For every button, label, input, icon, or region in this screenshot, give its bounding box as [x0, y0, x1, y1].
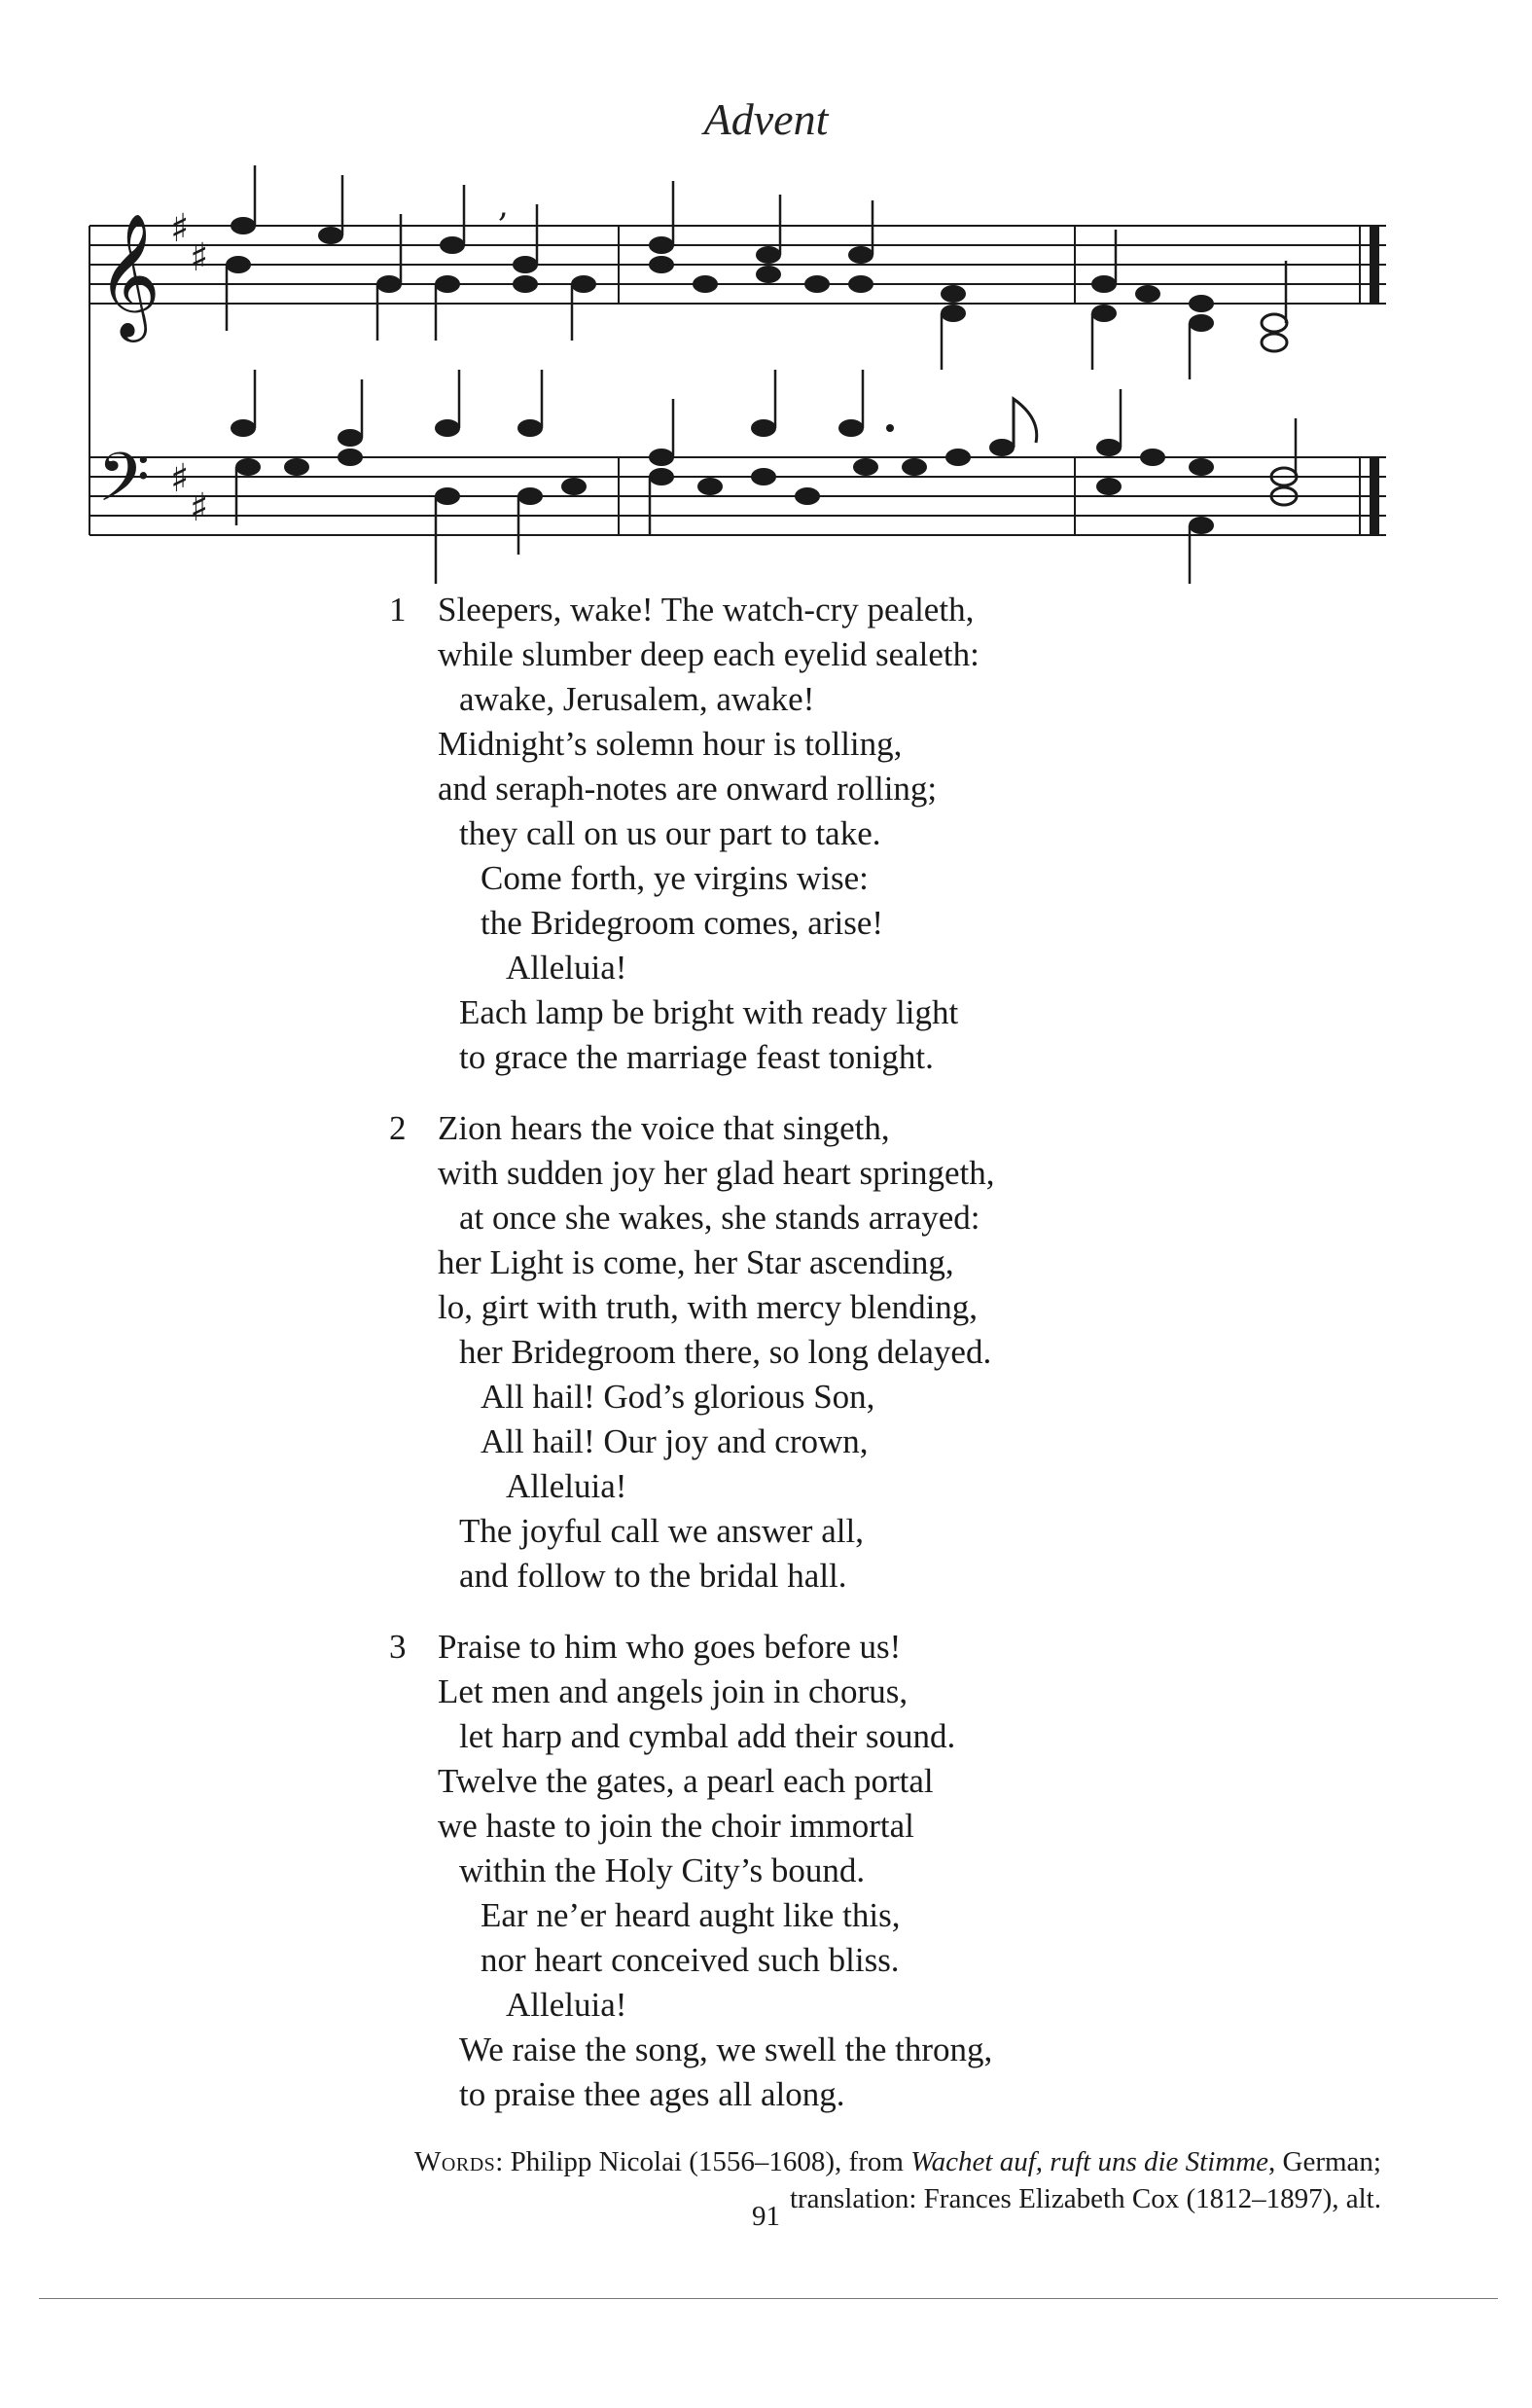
attribution-source-language: , German;: [1268, 2146, 1381, 2177]
svg-text:♯: ♯: [170, 206, 190, 251]
verse-line: her Light is come, her Star ascending,: [438, 1243, 954, 1281]
verse-line: The joyful call we answer all,: [459, 1512, 864, 1550]
attribution-author: : Philipp Nicolai (1556–1608), from: [495, 2146, 911, 2177]
treble-half-notes: [1262, 314, 1287, 351]
verse-line: let harp and cymbal add their sound.: [459, 1717, 956, 1755]
verse-line: while slumber deep each eyelid sealeth:: [438, 635, 980, 673]
key-signature-sharps: [170, 206, 208, 530]
svg-text:♯: ♯: [170, 456, 190, 501]
verse-line: at once she wakes, she stands arrayed:: [459, 1199, 980, 1237]
verse-line: awake, Jerusalem, awake!: [459, 680, 815, 718]
barlines: [89, 226, 1360, 535]
verse-line: and follow to the bridal hall.: [459, 1557, 847, 1595]
verse-line: Let men and angels join in chorus,: [438, 1672, 909, 1710]
treble-clef-icon: 𝄞: [97, 212, 161, 337]
verse-line: Ear ne’er heard aught like this,: [481, 1896, 901, 1934]
svg-text:♯: ♯: [190, 485, 209, 530]
eighth-flag-icon: [1014, 399, 1037, 448]
verse-line: Alleluia!: [506, 1467, 627, 1505]
verse-line: we haste to join the choir immortal: [438, 1807, 914, 1845]
dot-icon: [886, 424, 894, 432]
treble-staff: [89, 226, 1386, 304]
verse-line: Come forth, ye virgins wise:: [481, 859, 869, 897]
verse-number: 2: [389, 1109, 407, 1147]
attribution-source-title: Wachet auf, ruft uns die Stimme: [910, 2146, 1269, 2177]
words-attribution: [214, 2146, 1381, 2178]
music-score: [0, 0, 1532, 603]
bass-half-notes: [1271, 468, 1297, 505]
verse-line: to grace the marriage feast tonight.: [459, 1038, 934, 1076]
verse-line: Twelve the gates, a pearl each portal: [438, 1762, 934, 1800]
verse-line: her Bridegroom there, so long delayed.: [459, 1333, 992, 1371]
final-barline-treble: [1370, 226, 1379, 304]
verse-number: 3: [389, 1628, 407, 1666]
verse-line: All hail! God’s glorious Son,: [481, 1378, 875, 1416]
verse-line: Zion hears the voice that singeth,: [438, 1109, 890, 1147]
breath-mark-icon: ,: [498, 186, 509, 225]
verse-line: within the Holy City’s bound.: [459, 1851, 866, 1889]
verse-line: and seraph-notes are onward rolling;: [438, 770, 938, 808]
verse-line: Each lamp be bright with ready light: [459, 993, 959, 1031]
final-barline-bass: [1370, 457, 1379, 535]
verse-line: Midnight’s solemn hour is tolling,: [438, 725, 903, 763]
verse-line: they call on us our part to take.: [459, 814, 881, 852]
attribution-label: Words: [414, 2146, 496, 2177]
page-title: Advent: [703, 94, 829, 144]
treble-notes: [226, 217, 1214, 332]
verse-line: Alleluia!: [506, 949, 627, 987]
verse-line: nor heart conceived such bliss.: [481, 1941, 900, 1979]
bass-clef-icon: 𝄢: [97, 438, 151, 533]
verse-line: the Bridegroom comes, arise!: [481, 904, 884, 942]
verse-line: with sudden joy her glad heart springeth,: [438, 1154, 995, 1192]
verse-line: We raise the song, we swell the throng,: [459, 2031, 993, 2068]
verse-line: to praise thee ages all along.: [459, 2075, 845, 2113]
verse-line: Sleepers, wake! The watch-cry pealeth,: [438, 591, 975, 629]
verse-number: 1: [389, 591, 407, 629]
verse-line: Alleluia!: [506, 1986, 627, 2024]
page-number: 91: [752, 2201, 780, 2232]
verse-line: lo, girt with truth, with mercy blending,: [438, 1288, 979, 1326]
verse-line: Praise to him who goes before us!: [438, 1628, 902, 1666]
bottom-rule: [39, 2298, 1498, 2299]
svg-text:♯: ♯: [190, 235, 209, 280]
translation-attribution: translation: Frances Elizabeth Cox (1812–1897), alt.: [789, 2183, 1381, 2214]
verse-line: All hail! Our joy and crown,: [481, 1422, 869, 1460]
